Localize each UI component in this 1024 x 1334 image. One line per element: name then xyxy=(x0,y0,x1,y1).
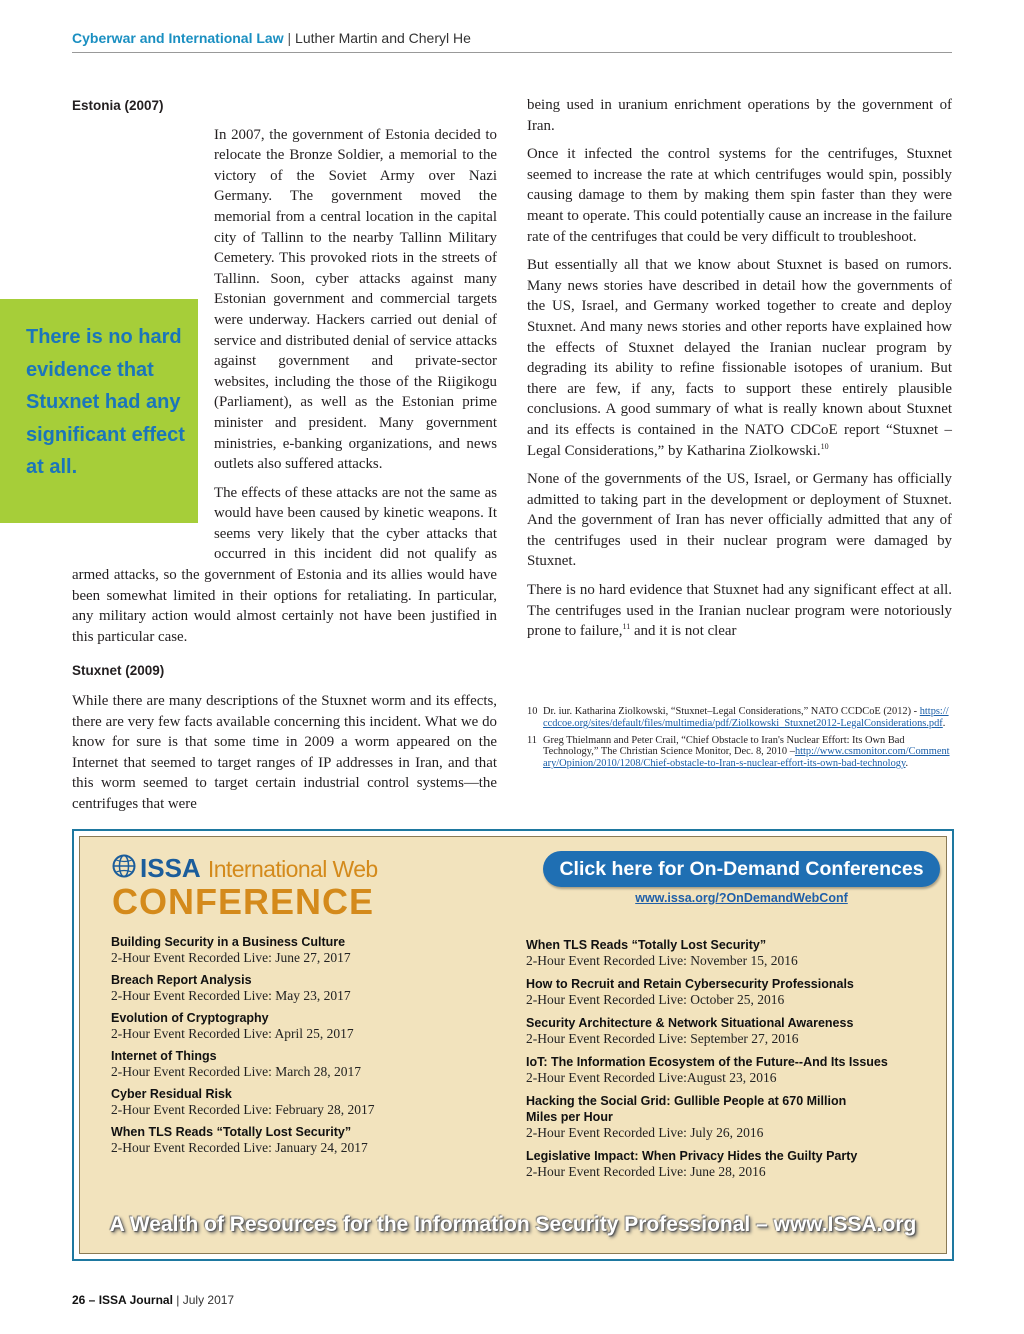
footnote xyxy=(527,706,952,730)
issue-date: July 2017 xyxy=(182,1293,235,1307)
paragraph-estonia-2: The effects of these attacks are not the same as would have been caused by kinetic weapons. It seems very likely that the cyber attacks that occurred in this incident did not qualify as armed attacks, so the government of Estonia and its allies would have been somewhat limited in their options for retaliating. In particular, any military action would almost certainly not have been justified in this particular case. xyxy=(72,484,497,645)
event-detail: 2-Hour Event Recorded Live: June 28, 2016 xyxy=(526,1164,766,1179)
event-item[interactable] xyxy=(111,934,511,966)
event-item[interactable] xyxy=(111,1010,511,1042)
event-item[interactable] xyxy=(111,1124,511,1156)
issa-conference-ad[interactable] xyxy=(72,829,954,1261)
paragraph-right-5 xyxy=(527,580,952,642)
paragraph-right-3-text: But essentially all that we know about Stuxnet is based on rumors. Many news stories have described in detail how the governments of the US, Israel, and Germany worked together to create and deploy Stuxnet. And many news stories and other reports have explained how the effects of Stuxnet delayed the Iranian nuclear program by degrading its ability to refine fissionable isotopes of uranium. But there are few, if any, facts to support these entirely plausible conclusions. A good summary of what is really known about Stuxnet and its effects is contained in the NATO CDCoE report “Stuxnet – Legal Considerations,” by Katharina Ziolkowski. xyxy=(527,257,952,459)
paragraph-stuxnet-1: While there are many descriptions of the Stuxnet worm and its effects, there are very few facts available concerning this incident. What we do know for sure is that some time in 2009 a worm appeared on the Internet that seemed to target ranges of IP addresses in Iran, and that this worm seemed to target certain industrial control systems—the centrifuges that were xyxy=(72,693,497,812)
event-title: Internet of Things xyxy=(111,1049,217,1063)
header-separator: | xyxy=(283,30,296,46)
event-title: Evolution of Cryptography xyxy=(111,1011,269,1025)
event-detail: 2-Hour Event Recorded Live: January 24, 2017 xyxy=(111,1140,368,1155)
header-rule xyxy=(72,52,952,53)
right-column xyxy=(527,95,952,642)
journal-section-title: Cyberwar and International Law xyxy=(72,30,284,46)
page-footer xyxy=(72,1293,234,1307)
event-title: Building Security in a Business Culture xyxy=(111,935,346,949)
event-list-right xyxy=(526,937,926,1187)
event-detail: 2-Hour Event Recorded Live: October 25, 2016 xyxy=(526,992,785,1007)
event-item[interactable] xyxy=(526,976,926,1008)
event-detail: 2-Hour Event Recorded Live: May 23, 2017 xyxy=(111,988,351,1003)
event-title: When TLS Reads “Totally Lost Security” xyxy=(526,938,767,952)
event-list-left xyxy=(111,934,511,1162)
pull-quote-text: There is no hard evidence that Stuxnet had any significant effect at all. xyxy=(26,326,185,478)
paragraph-right-3 xyxy=(527,255,952,461)
footnote-number: 11 xyxy=(527,734,538,746)
heading-stuxnet: Stuxnet (2009) xyxy=(72,663,165,679)
footnote-number: 10 xyxy=(527,706,538,717)
event-title: Legislative Impact: When Privacy Hides the Guilty Party xyxy=(526,1149,858,1163)
footnote-ref-10[interactable]: 10 xyxy=(820,441,829,451)
ad-panel xyxy=(79,836,947,1254)
paragraph-right-2: Once it infected the control systems for the centrifuges, Stuxnet seemed to increase the rate at which centrifuges would spin, possibly causing damage to them by making them spin faster than they were meant to operate. This could potentially cause an increase in the failure rate of the centrifuges that could be very difficult to troubleshoot. xyxy=(527,146,952,245)
footer-separator: | xyxy=(172,1293,183,1307)
event-item[interactable] xyxy=(526,1015,926,1047)
event-detail: 2-Hour Event Recorded Live: July 26, 2016 xyxy=(526,1125,764,1140)
event-title: Security Architecture & Network Situational Awareness xyxy=(526,1016,854,1030)
paragraph-right-1: being used in uranium enrichment operations by the government of Iran. xyxy=(527,97,952,134)
logo-issa: ISSA xyxy=(140,853,201,883)
event-detail: 2-Hour Event Recorded Live: March 28, 2017 xyxy=(111,1064,362,1079)
event-item[interactable] xyxy=(111,972,511,1004)
on-demand-conferences-button[interactable]: Click here for On-Demand Conferences xyxy=(543,851,940,887)
event-item[interactable] xyxy=(526,937,926,969)
heading-estonia: Estonia (2007) xyxy=(72,98,164,113)
footnote-link[interactable]: https://ccdcoe.org/sites/default/files/multimedia/pdf/Ziolkowski_Stuxnet2012-LegalConsiderations.pdf xyxy=(543,706,949,729)
globe-icon xyxy=(112,854,136,878)
paragraph-estonia-1-text: In 2007, the government of Estonia decided to relocate the Bronze Soldier, a memorial to the victory of the Soviet Army over Nazi Germany. The government moved the memorial from a central location in the capital city of Tallinn to the nearby Tallinn Military Cemetery. This provoked riots in the streets of Tallinn. Soon, cyber attacks against many Estonian government and commercial targets were underway. Hackers carried out denial of service and distributed denial of service attacks against government and private-sector websites, including the those of the Riigikogu (Parliament), as well as the Estonian prime minister and president. Many government ministries, e-banking organizations, and news outlets also suffered attacks. xyxy=(214,126,497,473)
logo-line-1 xyxy=(140,853,378,884)
paragraph-right-5-tail: and it is not clear xyxy=(630,623,737,640)
footnote-ref-11[interactable]: 11 xyxy=(622,622,631,632)
pull-quote-box xyxy=(0,299,198,523)
event-detail: 2-Hour Event Recorded Live: November 15, 2016 xyxy=(526,953,798,968)
event-title: Cyber Residual Risk xyxy=(111,1087,232,1101)
footnote xyxy=(527,735,952,770)
logo-conference: CONFERENCE xyxy=(112,881,375,922)
footnote-text: Dr. iur. Katharina Ziolkowski, “Stuxnet–Legal Considerations,” NATO CCDCoE (2012) - xyxy=(543,706,920,717)
paragraph-right-4: None of the governments of the US, Israel, or Germany has officially admitted to taking part in the development or deployment of Stuxnet. And the government of Iran has never officially admitted that any of the centrifuges used in their nuclear program were damaged by Stuxnet. xyxy=(527,471,952,570)
footnote-link[interactable]: http://www.csmonitor.com/Commentary/Opinion/2010/1208/Chief-obstacle-to-Iran-s-nuclear-effort-its-own-bad-technology xyxy=(543,746,950,770)
on-demand-conferences-link[interactable]: www.issa.org/?OnDemandWebConf xyxy=(635,891,848,905)
paragraph-right-5-text: There is no hard evidence that Stuxnet had any significant effect at all. The centrifuges used in the Iranian nuclear program were notoriously prone to failure, xyxy=(527,582,952,640)
event-item[interactable] xyxy=(111,1048,511,1080)
page-number-label: 26 – ISSA Journal xyxy=(72,1293,173,1307)
event-title: Hacking the Social Grid: Gullible People at 670 Million Miles per Hour xyxy=(526,1094,847,1124)
footnotes xyxy=(527,706,952,770)
event-item[interactable] xyxy=(111,1086,511,1118)
event-title: Breach Report Analysis xyxy=(111,973,252,987)
event-detail: 2-Hour Event Recorded Live:August 23, 2016 xyxy=(526,1070,777,1085)
event-title: When TLS Reads “Totally Lost Security” xyxy=(111,1125,352,1139)
logo-international-web: International Web xyxy=(207,856,378,882)
article-authors: Luther Martin and Cheryl He xyxy=(295,30,471,46)
footnote-tail: . xyxy=(942,717,946,729)
event-item[interactable] xyxy=(526,1148,926,1180)
event-detail: 2-Hour Event Recorded Live: April 25, 2017 xyxy=(111,1026,354,1041)
event-title: How to Recruit and Retain Cybersecurity Professionals xyxy=(526,977,854,991)
event-title: IoT: The Information Ecosystem of the Future--And Its Issues xyxy=(526,1055,888,1069)
event-detail: 2-Hour Event Recorded Live: June 27, 2017 xyxy=(111,950,351,965)
event-item[interactable] xyxy=(526,1054,926,1086)
event-detail: 2-Hour Event Recorded Live: September 27, 2016 xyxy=(526,1031,799,1046)
running-header xyxy=(72,30,471,46)
footnote-text: Greg Thielmann and Peter Crail, “Chief Obstacle to Iran's Nuclear Effort: Its Own Bad Technology,” The Christian Science Monitor, Dec. 8, 2010 – xyxy=(543,734,905,758)
event-item[interactable] xyxy=(526,1093,926,1141)
event-detail: 2-Hour Event Recorded Live: February 28, 2017 xyxy=(111,1102,375,1117)
issa-resources-banner[interactable]: A Wealth of Resources for the Information Security Professional – www.ISSA.org xyxy=(109,1213,917,1236)
issa-conference-logo xyxy=(110,851,410,921)
footnote-tail: . xyxy=(905,758,909,770)
